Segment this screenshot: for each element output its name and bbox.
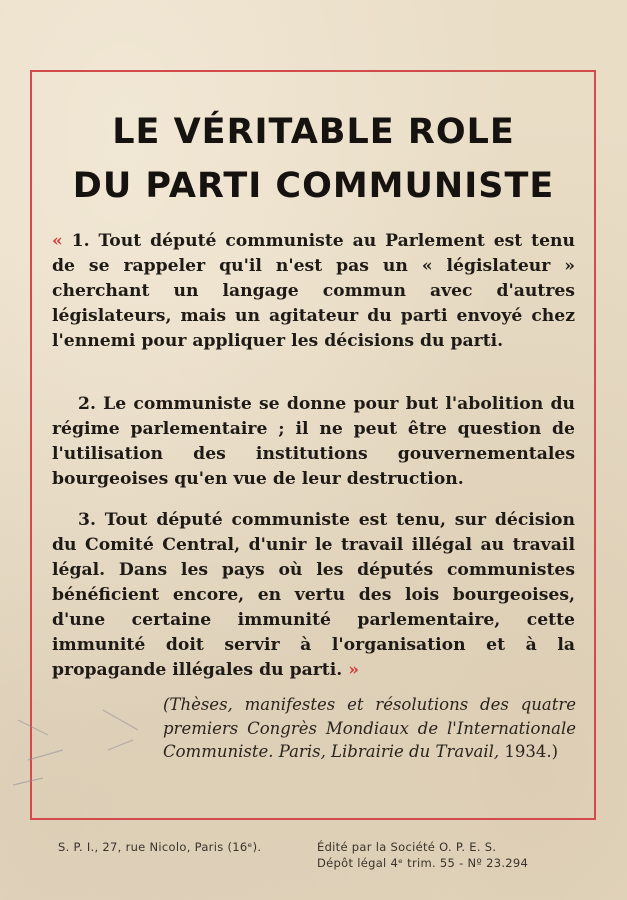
- pencil-stroke: [13, 710, 138, 785]
- citation-year: 1934.): [504, 742, 559, 761]
- quote-paragraph-3: [52, 508, 575, 683]
- pencil-scribble-marks: [8, 690, 148, 800]
- footer-line-2: [317, 856, 528, 870]
- source-citation: [163, 693, 576, 764]
- citation-text: (Thèses, manifestes et résolutions des quatre premiers Congrès Mondiaux de l'Internationale Communiste. Paris, Librairie du Travail,: [163, 695, 576, 761]
- quote-paragraph-1: [52, 229, 575, 354]
- quote-paragraph-2: [52, 392, 575, 492]
- close-quote-mark: »: [348, 660, 359, 680]
- title-line-2: DU PARTI COMMUNISTE: [72, 166, 555, 206]
- footer-line-1: [58, 840, 497, 854]
- printer-address: S. P. I., 27, rue Nicolo, Paris (16ᵉ).: [58, 840, 262, 854]
- legal-deposit: Dépôt légal 4ᵉ trim. 55 - Nº 23.294: [317, 856, 529, 870]
- open-quote-mark: «: [52, 231, 63, 251]
- paragraph-2-text: 2. Le communiste se donne pour but l'abolition du régime parlementaire ; il ne peut être question de l'utilisation des institutions gouvernementales bourgeoises qu'en vue de leur destruction.: [52, 394, 575, 489]
- title-line-1: LE VÉRITABLE ROLE: [112, 112, 515, 152]
- publisher-credit: Édité par la Société O. P. E. S.: [317, 840, 497, 854]
- paragraph-3-text: 3. Tout député communiste est tenu, sur décision du Comité Central, d'unir le travail illégal au travail légal. Dans les pays où les députés communistes bénéficient encore, en vertu des lois bourgeoises, d'une certaine immunité parlementaire, cette immunité doit servir à l'organisation et à la propagande illégales du parti.: [52, 510, 575, 680]
- paragraph-1-text: 1. Tout député communiste au Parlement est tenu de se rappeler qu'il n'est pas un « législateur » cherchant un langage commun avec d'autres législateurs, mais un agitateur du parti envoyé chez l'ennemi pour appliquer les décisions du parti.: [52, 231, 575, 351]
